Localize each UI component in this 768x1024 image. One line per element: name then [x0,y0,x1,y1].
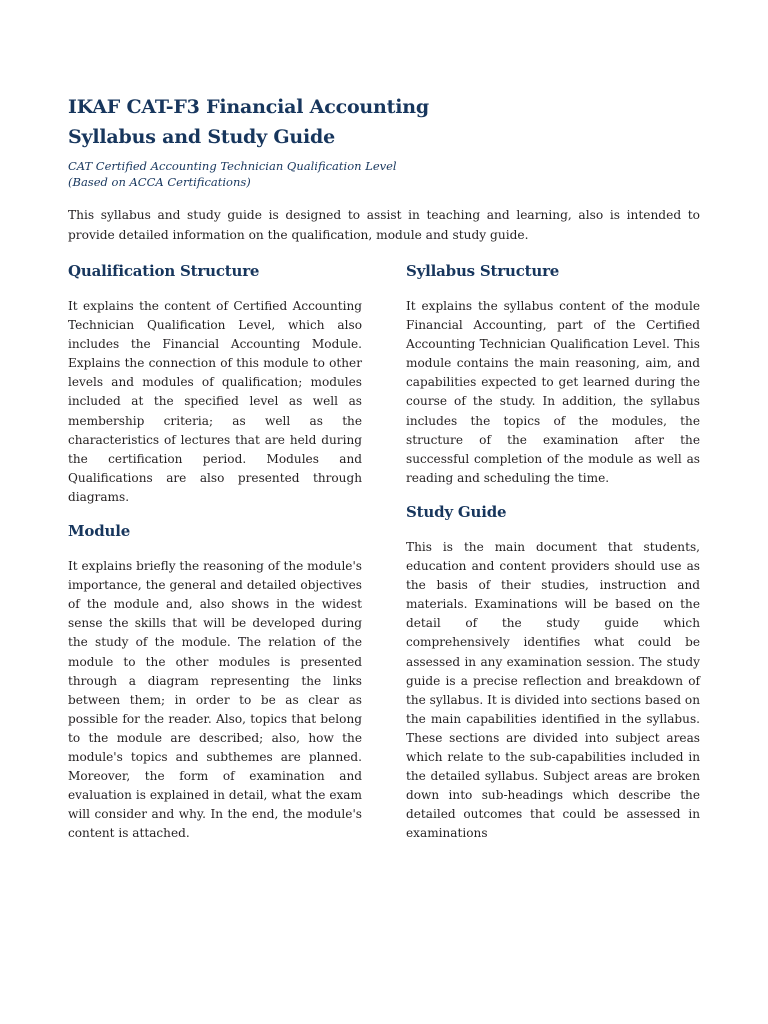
syllabus-structure-heading: Syllabus Structure [406,262,560,280]
title-line-1: IKAF CAT-F3 Financial Accounting [68,96,429,118]
study-guide-body: This is the main document that students, education and content providers should use as the basis of their studies, instruction and materials. Examinations will be based on the detail of the study guide which comprehensively identifies what could be assessed in any examination session. The study guide is a precise reflection and breakdown of the syllabus. It is divided into sections based on the main capabilities identified in the syllabus. These sections are divided into subject areas which relate to the sub-capabilities included in the detailed syllabus. Subject areas are broken down into sub-headings which describe the detailed outcomes that could be assessed in examinations [406,539,700,841]
document-page [68,92,700,853]
subtitle-line-2: (Based on ACCA Certifications) [68,175,251,189]
subtitle-line-1: CAT Certified Accounting Technician Qualification Level [68,159,397,173]
right-column [406,261,700,853]
qualification-structure-heading: Qualification Structure [68,262,260,280]
two-column-body [68,261,700,853]
document-title [68,92,700,152]
study-guide-heading: Study Guide [406,502,507,521]
study-guide-section [406,502,700,844]
left-column [68,261,362,853]
module-body: It explains briefly the reasoning of the module's importance, the general and detailed objectives of the module and, also shows in the widest sense the skills that will be developed during the study of the module. The relation of the module to the other modules is presented through a diagram representing the links between them; in order to be as clear as possible for the reader. Also, topics that belong to the module are described; also, how the module's topics and subthemes are planned. Moreover, the form of examination and evaluation is explained in detail, what the exam will consider and why. In the end, the module's content is attached. [68,559,362,841]
module-heading: Module [68,522,131,541]
syllabus-structure-body: It explains the syllabus content of the module Financial Accounting, part of the Certified Accounting Technician Qualification Level. This module contains the main reasoning, aim, and capabilities expected to get learned during the course of the study. In addition, the syllabus includes the topics of the modules, the structure of the examination after the successful completion of the module as well as reading and scheduling the time. [406,299,700,485]
title-line-2: Syllabus and Study Guide [68,126,336,148]
module-section [68,521,362,843]
qualification-structure-section [68,261,362,507]
intro-paragraph: This syllabus and study guide is designed to assist in teaching and learning, also is intended to provide detailed information on the qualification, module and study guide. [68,208,700,242]
document-subtitle [68,158,700,190]
syllabus-structure-section [406,261,700,488]
qualification-structure-body: It explains the content of Certified Accounting Technician Qualification Level, which also includes the Financial Accounting Module. Explains the connection of this module to other levels and modules of qualification; modules included at the specified level as well as membership criteria; as well as the characteristics of lectures that are held during the certification period. Modules and Qualifications are also presented through diagrams. [68,299,362,504]
